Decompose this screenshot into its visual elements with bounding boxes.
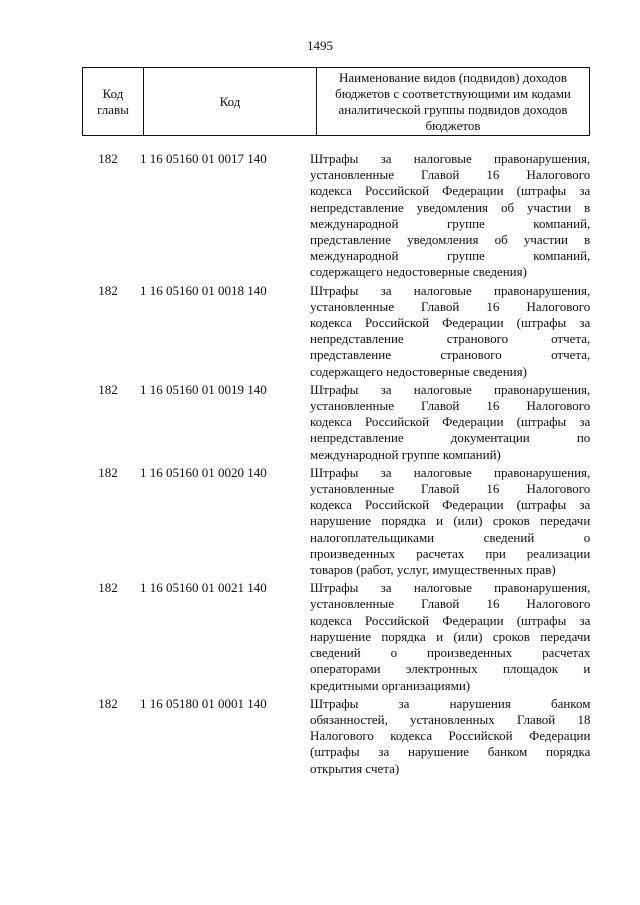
chapter-code-cell: 182 — [98, 381, 118, 397]
table-row — [82, 283, 590, 380]
income-name-line: представление странового отчета, — [310, 347, 591, 363]
income-name-line: Штрафы за налоговые правонарушения, — [310, 151, 591, 166]
page-number: 1495 — [307, 38, 333, 53]
income-name-line: содержащего недостоверные сведения) — [310, 264, 527, 280]
income-name-cell — [310, 696, 590, 777]
income-name-line: установленные Главой 16 Налогового — [310, 481, 591, 497]
chapter-code-cell: 182 — [98, 151, 118, 166]
income-name-line: нарушение порядка и (или) сроков передачи — [310, 513, 591, 529]
header-name: Наименование видов (подвидов) доходов бюджетов с соответствующими им кодами аналитической группы подвидов доходов бюджетов — [317, 68, 590, 136]
budget-code-cell: 1 16 05160 01 0017 140 — [140, 151, 267, 166]
income-name-line: операторами электронных площадок и — [310, 661, 591, 677]
income-name-line: содержащего недостоверные сведения) — [310, 363, 527, 379]
income-name-line: непредставление уведомления об участии в — [310, 199, 591, 215]
chapter-code-cell: 182 — [98, 695, 118, 711]
income-name-line: Штрафы за нарушения банком — [310, 695, 591, 711]
income-name-line: кодекса Российской Федерации (штрафы за — [310, 315, 591, 331]
income-name-line: товаров (работ, услуг, имущественных прав) — [310, 562, 556, 578]
income-name-line: нарушение порядка и (или) сроков передачи — [310, 628, 591, 644]
income-name-line: установленные Главой 16 Налогового — [310, 596, 591, 612]
budget-code-cell: 1 16 05160 01 0021 140 — [140, 580, 267, 596]
income-name-line: представление уведомления об участии в — [310, 232, 591, 248]
income-name-line: кодекса Российской Федерации (штрафы за — [310, 612, 591, 628]
income-name-line: международной группе компаний, — [310, 248, 591, 264]
income-name-line: Штрафы за налоговые правонарушения, — [310, 381, 591, 397]
income-name-line: Штрафы за налоговые правонарушения, — [310, 464, 591, 480]
budget-code-cell: 1 16 05160 01 0018 140 — [140, 282, 267, 298]
income-name-cell — [310, 283, 590, 380]
income-name-line: Штрафы за налоговые правонарушения, — [310, 282, 591, 298]
income-name-line: кредитными организациями) — [310, 677, 471, 693]
header-chapter-code: Код главы — [83, 68, 144, 136]
income-name-line: непредставление документации по — [310, 430, 591, 446]
income-name-line: сведений о произведенных расчетах — [310, 645, 591, 661]
income-name-line: кодекса Российской Федерации (штрафы за — [310, 497, 591, 513]
chapter-code-cell: 182 — [98, 580, 118, 596]
chapter-code-cell: 182 — [98, 464, 118, 480]
table-row — [82, 151, 590, 281]
income-name-line: кодекса Российской Федерации (штрафы за — [310, 414, 591, 430]
income-name-line: международной группе компаний) — [310, 446, 501, 462]
income-name-line: установленные Главой 16 Налогового — [310, 298, 591, 314]
income-name-cell — [310, 465, 590, 578]
income-name-line: установленные Главой 16 Налогового — [310, 167, 591, 183]
table-row — [82, 696, 590, 777]
table-header — [82, 67, 590, 136]
income-name-line: международной группе компаний, — [310, 215, 591, 231]
income-name-line: обязанностей, установленных Главой 18 — [310, 711, 591, 727]
income-name-line: произведенных расчетах при реализации — [310, 545, 591, 561]
income-name-line: налогоплательщиками сведений о — [310, 529, 591, 545]
table-row — [82, 465, 590, 578]
budget-code-cell: 1 16 05160 01 0019 140 — [140, 381, 267, 397]
chapter-code-cell: 182 — [98, 282, 118, 298]
income-name-cell — [310, 580, 590, 693]
header-code: Код — [144, 68, 317, 136]
income-name-line: Налогового кодекса Российской Федерации — [310, 728, 591, 744]
table-row — [82, 580, 590, 693]
budget-code-cell: 1 16 05160 01 0020 140 — [140, 464, 267, 480]
table-body — [82, 151, 590, 779]
income-name-line: открытия счета) — [310, 760, 400, 776]
income-name-cell — [310, 382, 590, 463]
income-name-line: кодекса Российской Федерации (штрафы за — [310, 183, 591, 199]
budget-code-cell: 1 16 05180 01 0001 140 — [140, 695, 267, 711]
income-name-line: установленные Главой 16 Налогового — [310, 398, 591, 414]
income-name-line: (штрафы за нарушение банком порядка — [310, 744, 591, 760]
income-name-cell — [310, 151, 590, 281]
income-name-line: непредставление странового отчета, — [310, 331, 591, 347]
income-name-line: Штрафы за налоговые правонарушения, — [310, 580, 591, 596]
table-row — [82, 382, 590, 463]
